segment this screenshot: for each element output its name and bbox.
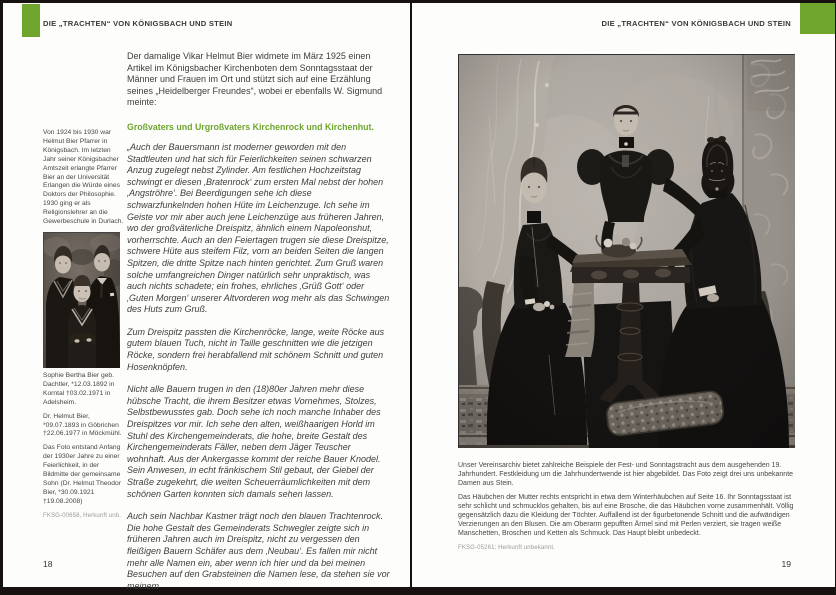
section-heading: Großvaters und Urgroßvaters Kirchenrock und Kirchenhut.	[127, 121, 374, 132]
main-text-column	[127, 51, 391, 595]
page-number-left: 18	[43, 559, 53, 569]
page-left	[3, 3, 410, 591]
green-corner-mark	[22, 4, 40, 37]
photo-caption-block	[458, 461, 804, 556]
running-head-right: DIE „TRACHTEN“ VON KÖNIGSBACH UND STEIN	[601, 19, 791, 28]
quote-paragraph-1: „Auch der Bauersmann ist moderner geworden mit den Stadtleuten und hat sich für Feierlichkeiten seinen schwarzen Anzug zugelegt nebst Zylinder. Am festlichen Hochzeitstag schwingt er diesen ‚Bratenrock‘ zum ersten Mal nebst der hohen ‚Angströhre‘. Bei Beerdigungen sehe ich diese schwarzfunkelnden hohen Hüte im Leichenzuge. Ich sehe im Geiste vor mir aber auch jene Leichenzüge aus früheren Jahren, wo der großväterliche Dreispitz, ähnlich einem Napoleonshut, vorherrschte. Auch an den Feiertagen trugen sie diese Dreispitze, schwere Hüte aus steifem Filz, vorn an beiden Seiten die langen Spitzen, die dritte Spitze nach hinten gerichtet. Zum Gruß waren solche umfangreichen Dinger natürlich sehr unpraktisch, was auch nichts schadete; ein frohes, ehrliches ‚Grüß Gott‘ oder ‚Guten Morgen‘ unserer Altvorderen wog mehr als das Schwingen des Huts zum Gruß.	[127, 141, 390, 315]
sidebar-biography-note: Von 1924 bis 1930 war Helmut Bier Pfarrer in Königsbach. Im letzten Jahr seiner Königsbacher Amtszeit erlangte Pfarrer Bier an der Universität Erlangen die Würde eines Doktors der Philosophie. 1930 ging er als Religionslehrer an die Gewerbeschule in Durlach.	[43, 129, 124, 226]
group-portrait-photo	[458, 54, 795, 448]
caption-archive: Unser Vereinsarchiv bietet zahlreiche Beispiele der Fest- und Sonntagstracht aus dem ausgehenden 19. Jahrhundert. Festkleidung um die Jahrhundertwende ist hier abgebildet. Das Foto zeigt drei uns unbekannte Damen aus Stein.	[458, 462, 794, 488]
caption-sophie: Sophie Bertha Bier geb. Dachtler, *12.03.1892 in Korntal †03.02.1971 in Adelsheim.	[43, 372, 115, 406]
sidebar-photo-captions	[43, 372, 124, 526]
quote-paragraph-2: Zum Dreispitz passten die Kirchenröcke, lange, weite Röcke aus gutem blauen Tuch, nicht in Taille geschnitten wie die jetzigen Röcke, sondern frei herabfallend mit schönem Schnitt und guten Hosenknöpfen.	[127, 326, 385, 372]
page-number-right: 19	[781, 559, 791, 569]
family-photo-illustration	[44, 233, 120, 368]
photo-credit-left: FKSG-00658, Herkunft unb.	[43, 511, 122, 519]
quote-paragraph-4: Auch sein Nachbar Kastner trägt noch den blauen Trachtenrock. Die hohe Gestalt des Gemeinderats Schwegler zeigte sich in früheren Jahren auch im Dreispitz, nicht zu vergessen den fleißigen Bauern Schäfer aus dem ‚Neubau‘. Es fallen mir nicht mehr alle Namen ein, aber wenn ich hier und da bei meinen Besuchen auf den Grabsteinen die Namen lese, da stehen sie vor meinem	[127, 511, 390, 591]
running-head-left: DIE „TRACHTEN“ VON KÖNIGSBACH UND STEIN	[43, 19, 233, 28]
page-right	[412, 3, 835, 587]
green-corner-mark	[800, 3, 835, 34]
intro-paragraph: Der damalige Vikar Helmut Bier widmete im März 1925 einen Artikel im Königsbacher Kirchenboten dem Sonntagsstaat der Männer und Frauen im Ort und stützt sich auf eine Erzählung seines „Heidelberger Freundes“, wobei er ebenfalls W. Sigmund meinte:	[127, 51, 383, 108]
quote-paragraph-3: Nicht alle Bauern trugen in den (18)80er Jahren mehr diese hübsche Tracht, die ihrem Besitzer etwas Vornehmes, Stolzes, Selbstbewusstes gab. Doch sehe ich noch manche Inhaber des Dreispitzes vor mir. Ich sehe den alten, weißhaarigen Horld im Stuhl des Kirchengemeinderats, die hohe, breite Gestalt des Kirchengemeinderats Fäller, neben dem Jäger Teuscher wohnhaft. Aus der Ankergasse kommt der reiche Bauer Knodel. Sein Anwesen, in echt fränkischem Stil gebaut, der Giebel der Straße zugekehrt, die weiten Scheuerräumlichkeiten mit dem schönen Garten konnten sich damals sehen lassen.	[127, 384, 381, 499]
photo-credit-right: FKSG-05261; Herkunft unbekannt.	[458, 543, 555, 551]
caption-photo-info: Das Foto entstand Anfang der 1930er Jahre zu einer Feierlichkeit, in der Bildmitte der gemeinsame Sohn (Dr. Helmut Theodor Bier, *30.09.1921 †19.08.2008)	[43, 444, 121, 505]
caption-helmut: Dr. Helmut Bier, *09.07.1893 in Göbrichen †22.06.1977 in Möckmühl.	[43, 412, 122, 438]
caption-description: Das Häubchen der Mutter rechts entspricht in etwa dem Winterhäubchen auf Seite 16. Ihr Sonntagsstaat ist sehr schlicht und schmucklos gehalten, bis auf eine Brosche, die das Häubchen vorne zusammenhält. Völlig gegensätzlich dazu die Kleidung der Töchter. Auffallend ist der figurbetonende Schnitt und die aufwändigen Verzierungen an den Blusen. Die am Oberarm gepufften Ärmel sind mit Perlen verziert, sie tragen weiße Manschetten, Broschen und Ketten als Schmuck. Das Haupt bleibt unbedeckt.	[458, 493, 794, 538]
family-photo	[43, 232, 120, 368]
group-portrait-illustration	[459, 55, 795, 448]
